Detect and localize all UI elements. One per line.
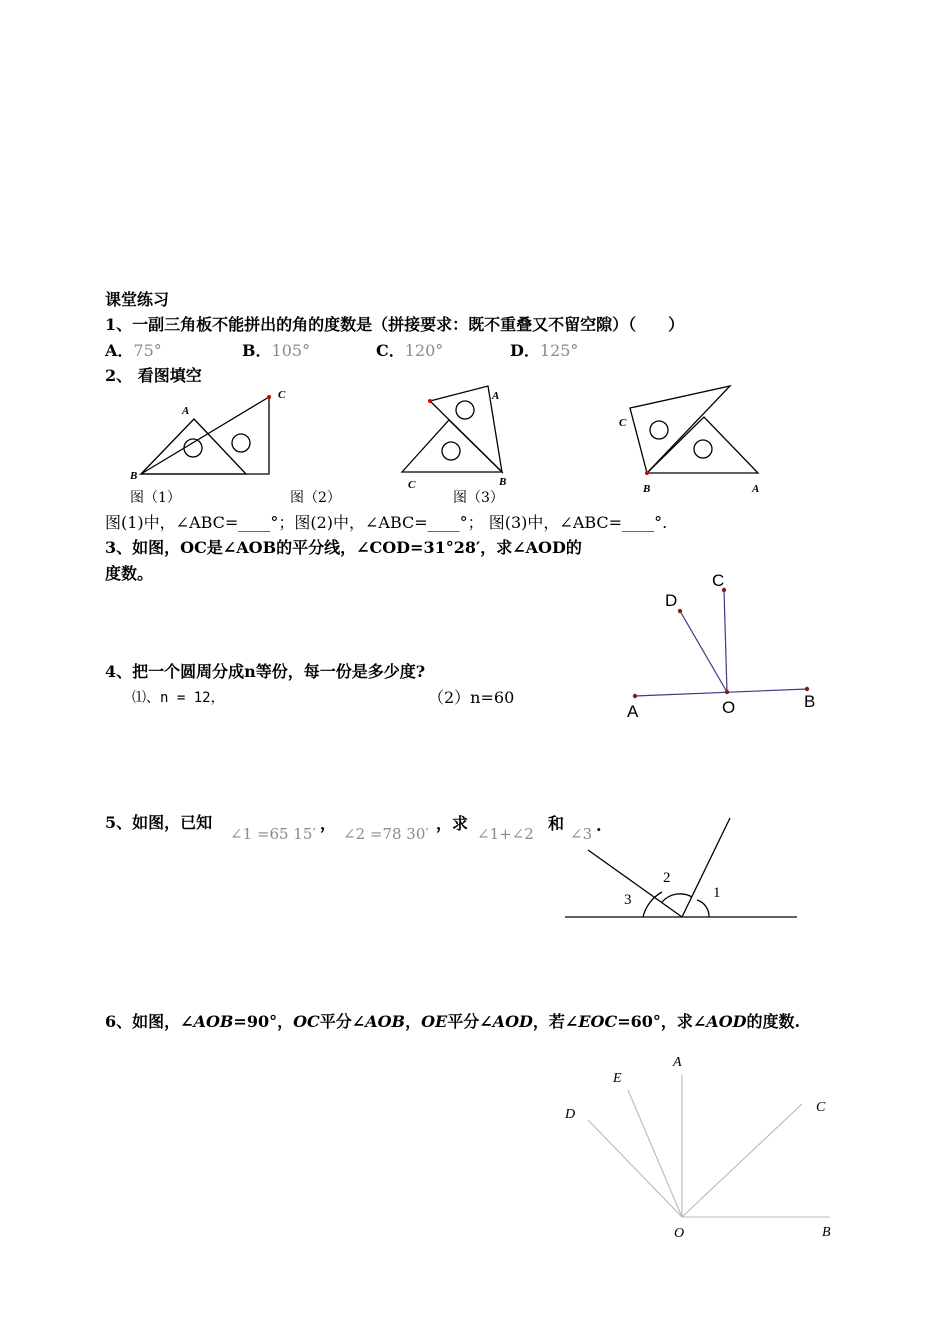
q3-label-a: A [627,702,639,721]
option-a-label: A． [105,341,134,360]
q6-label-o: O [674,1226,685,1241]
q6-label-a: A [673,1055,682,1070]
fig3-point-b [645,471,649,475]
q3-point-o [725,690,729,694]
fig1-triangle-c [141,397,269,474]
q4-part-1: ⑴、n = 12， [132,690,225,706]
q6-part-9: ∠AOD [479,1012,533,1031]
q3-line-ab [635,689,807,696]
q5-label-1: 1 [713,885,721,901]
fig1-label-c: C [278,389,286,401]
q4-part-2: （2）n=60 [428,688,515,707]
option-b-label: B． [242,341,272,360]
fig2-triangle-lower [402,420,502,472]
fig2-label-b: B [499,476,507,488]
question-3-line-1: 3、如图，OC是∠AOB的平分线，∠COD=31°28′，求∠AOD的 [105,538,582,557]
q2-fill-line: 图(1)中，∠ABC=____°；图(2)中，∠ABC=____°； 图(3)中，∠ABC=____°. [105,513,668,532]
figure-2 [402,386,506,491]
q5-label-2: 2 [663,870,671,886]
fig3-label-b: B [643,483,651,495]
fig2-circle-1 [442,442,460,460]
q3-point-d [678,609,682,613]
option-d-value: 125° [539,341,579,360]
q6-part-6: ， [405,1012,422,1031]
question-1: 1、一副三角板不能拼出的角的度数是（拼接要求：既不重叠又不留空隙）（ ） [105,315,685,334]
q5-arc-2 [662,894,692,902]
q6-part-14: 的度数. [746,1012,801,1031]
fig3-caption: 图（3） [453,490,504,506]
q6-label-b: B [822,1225,831,1240]
fig3-triangle-lower [647,417,758,473]
option-c-value: 120° [404,341,444,360]
q6-part-5: ∠AOB [351,1012,406,1031]
q5-arc-1 [697,900,709,917]
option-a-value: 75° [133,341,162,360]
q3-label-o: O [722,698,736,717]
question-5-prefix: 5、如图，已知 [105,813,213,832]
q3-ray-oc [724,590,727,692]
q6-ray-oe [628,1090,682,1217]
fig2-caption: 图（2） [290,490,341,506]
q5-ray-right [682,818,730,917]
q6-label-e: E [613,1071,622,1086]
question-6 [105,1012,800,1032]
question-2: 2、 看图填空 [105,366,202,385]
q5-angle-3: ∠3 [570,825,593,843]
q3-point-b [805,687,809,691]
question-3-line-2: 度数。 [105,564,154,583]
fig1-point-c [267,395,271,399]
fig1-circle-1 [184,439,202,457]
q6-part-8: 平分 [447,1012,480,1031]
fig2-circle-2 [456,401,474,419]
q6-part-12: =60°，求 [617,1012,693,1031]
q6-part-7: OE [421,1012,448,1031]
option-c [376,341,443,361]
fig1-caption: 图（1） [130,490,181,506]
option-a [105,341,162,361]
fig3-circle-2 [694,440,712,458]
q6-part-4: 平分 [319,1012,352,1031]
q6-label-d: D [565,1107,576,1122]
fig2-point [428,399,432,403]
figure-3 [619,386,759,495]
q3-ray-od [680,611,727,692]
section-heading: 课堂练习 [105,290,170,309]
fig3-triangle-upper [630,386,730,473]
q3-label-b: B [804,692,816,711]
q6-figure [0,1050,950,1250]
q6-part-1: ∠AOB [180,1012,234,1031]
q5-figure [0,810,950,930]
q3-label-d: D [665,591,678,610]
option-c-label: C． [376,341,405,360]
q6-part-0: 6、如图， [105,1012,181,1031]
option-d-label: D． [510,341,540,360]
option-d [510,341,578,361]
fig2-label-a: A [492,390,500,402]
fig3-circle-1 [650,421,668,439]
q5-label-3: 3 [624,892,632,908]
figure-1 [129,389,286,482]
option-b [242,341,310,361]
q6-part-10: ，若 [532,1012,565,1031]
fig1-label-a: A [182,405,190,417]
fig1-circle-2 [232,434,250,452]
fig3-label-c: C [619,417,627,429]
q6-part-2: =90°， [233,1012,294,1031]
q5-sum: ∠1+∠2 [477,825,534,843]
q6-part-13: ∠AOD [692,1012,747,1031]
fig1-triangle-a [141,419,246,474]
q3-point-a [633,694,637,698]
q6-part-11: ∠EOC [564,1012,618,1031]
q6-ray-oc [682,1104,802,1217]
q5-end: . [596,816,602,835]
q5-and: 和 [548,814,565,833]
q5-sep-1: ， [320,814,337,833]
q5-angle-2: ∠2 =78 30′ [343,825,429,843]
q5-angle-1-text: ∠1 =65 15′ [230,825,316,843]
question-4: 4、把一个圆周分成n等份，每一份是多少度? [105,662,426,681]
fig3-label-a: A [752,483,760,495]
fig1-label-b: B [130,470,138,482]
q6-ray-od [588,1120,682,1217]
q6-label-c: C [816,1100,826,1115]
fig2-label-c: C [408,479,416,491]
option-b-value: 105° [271,341,311,360]
q5-sep-2: ，求 [436,814,469,833]
q3-label-c: C [712,571,725,590]
q6-part-3: OC [293,1012,320,1031]
